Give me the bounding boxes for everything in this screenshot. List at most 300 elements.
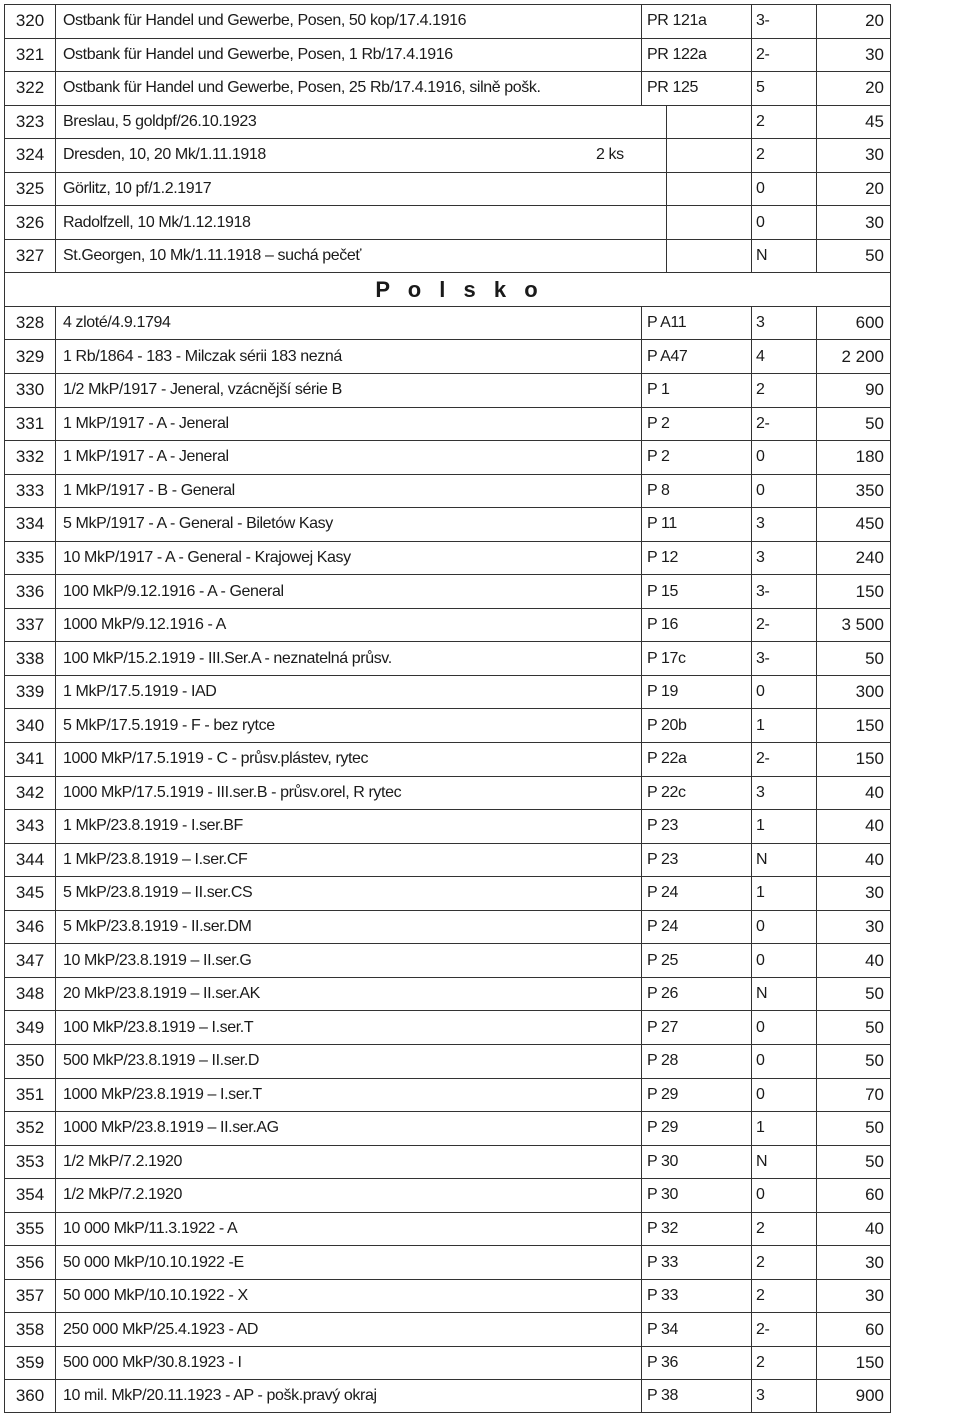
lot-description: 250 000 MkP/25.4.1923 - AD [63,1320,259,1338]
column-divider [641,1079,642,1112]
catalog-reference: P 29 [647,1119,679,1137]
table-row [4,574,891,608]
lot-description: 1 MkP/1917 - A - Jeneral [63,448,229,466]
section-heading [4,272,891,306]
lot-description: 1000 MkP/23.8.1919 – II.ser.AG [63,1119,279,1137]
column-divider [816,1380,817,1412]
column-divider [55,1045,56,1078]
column-divider [666,240,667,273]
column-divider [641,609,642,642]
lot-description: 100 MkP/23.8.1919 – I.ser.T [63,1018,254,1036]
lot-number: 356 [15,1252,45,1272]
column-divider [641,944,642,977]
lot-note: 2 ks [596,146,624,164]
starting-price: 30 [865,145,884,165]
column-divider [55,475,56,508]
column-divider [666,206,667,239]
catalog-table [4,4,891,1413]
column-divider [641,340,642,373]
column-divider [641,374,642,407]
column-divider [55,240,56,273]
column-divider [55,39,56,72]
column-divider [751,1011,752,1044]
condition-grade: 3- [756,649,770,667]
starting-price: 30 [865,1286,884,1306]
column-divider [55,508,56,541]
table-row [4,809,891,843]
condition-grade: N [756,985,768,1003]
column-divider [816,1011,817,1044]
table-row [4,38,891,72]
condition-grade: 2- [756,414,770,432]
column-divider [816,508,817,541]
catalog-reference: P 22c [647,783,686,801]
starting-price: 900 [855,1386,884,1406]
condition-grade: 0 [756,951,765,969]
lot-description: 500 MkP/23.8.1919 – II.ser.D [63,1052,260,1070]
column-divider [641,72,642,105]
column-divider [55,106,56,139]
column-divider [55,609,56,642]
column-divider [55,1011,56,1044]
table-row [4,1145,891,1179]
column-divider [751,1179,752,1212]
column-divider [751,206,752,239]
column-divider [641,475,642,508]
column-divider [55,542,56,575]
condition-grade: 3 [756,549,765,567]
table-row [4,1010,891,1044]
column-divider [55,374,56,407]
catalog-reference: PR 121a [647,12,707,30]
condition-grade: 0 [756,213,765,231]
starting-price: 50 [865,984,884,1004]
column-divider [55,1179,56,1212]
column-divider [751,173,752,206]
lot-description: Breslau, 5 goldpf/26.10.1923 [63,112,257,130]
starting-price: 40 [865,849,884,869]
lot-number: 346 [15,917,45,937]
lot-number: 353 [15,1151,45,1171]
column-divider [751,944,752,977]
catalog-reference: P 38 [647,1387,679,1405]
column-divider [55,944,56,977]
catalog-reference: PR 122a [647,45,707,63]
starting-price: 2 200 [841,346,884,366]
column-divider [751,844,752,877]
lot-number: 323 [15,111,45,131]
column-divider [751,777,752,810]
table-row [4,440,891,474]
condition-grade: 0 [756,1186,765,1204]
condition-grade: 0 [756,1052,765,1070]
column-divider [751,542,752,575]
column-divider [751,1246,752,1279]
table-row [4,4,891,38]
lot-number: 357 [15,1286,45,1306]
column-divider [55,575,56,608]
column-divider [751,5,752,38]
catalog-reference: P 36 [647,1354,679,1372]
lot-description: 1 MkP/23.8.1919 – I.ser.CF [63,850,248,868]
column-divider [55,743,56,776]
column-divider [816,1079,817,1112]
condition-grade: 0 [756,683,765,701]
lot-number: 347 [15,950,45,970]
starting-price: 20 [865,179,884,198]
starting-price: 240 [855,548,884,568]
column-divider [55,676,56,709]
table-row [4,876,891,910]
lot-number: 344 [15,849,45,869]
lot-description: 5 MkP/17.5.1919 - F - bez rytce [63,716,275,734]
lot-number: 333 [15,480,45,500]
column-divider [641,1179,642,1212]
column-divider [816,5,817,38]
lot-description: 500 000 MkP/30.8.1923 - I [63,1354,242,1372]
lot-description: 1000 MkP/9.12.1916 - A [63,616,226,634]
condition-grade: 1 [756,817,765,835]
column-divider [666,139,667,172]
lot-description: Dresden, 10, 20 Mk/1.11.1918 [63,146,266,164]
column-divider [55,72,56,105]
lot-number: 339 [15,682,45,702]
lot-description: 100 MkP/9.12.1916 - A - General [63,582,284,600]
lot-description: 50 000 MkP/10.10.1922 - X [63,1287,248,1305]
column-divider [641,844,642,877]
column-divider [55,5,56,38]
lot-number: 354 [15,1185,45,1205]
column-divider [816,609,817,642]
column-divider [816,709,817,742]
starting-price: 50 [865,413,884,433]
table-row [4,373,891,407]
starting-price: 90 [865,380,884,400]
table-row [4,776,891,810]
starting-price: 50 [865,1118,884,1138]
lot-description: 1/2 MkP/7.2.1920 [63,1186,183,1204]
catalog-reference: P 23 [647,850,679,868]
column-divider [641,39,642,72]
column-divider [751,609,752,642]
lot-description: Ostbank für Handel und Gewerbe, Posen, 50 kop/17.4.1916 [63,12,467,30]
column-divider [751,978,752,1011]
column-divider [641,5,642,38]
starting-price: 30 [865,883,884,903]
condition-grade: 0 [756,481,765,499]
starting-price: 30 [865,1252,884,1272]
lot-description: 1000 MkP/17.5.1919 - C - průsv.plástev, rytec [63,750,369,768]
column-divider [816,1045,817,1078]
lot-description: 1/2 MkP/1917 - Jeneral, vzácnější série B [63,381,342,399]
table-row [4,910,891,944]
lot-number: 343 [15,816,45,836]
lot-description: 5 MkP/23.8.1919 - II.ser.DM [63,918,252,936]
column-divider [816,1280,817,1313]
column-divider [55,307,56,340]
table-row [4,608,891,642]
lot-description: 50 000 MkP/10.10.1922 -E [63,1253,244,1271]
catalog-reference: P A47 [647,347,688,365]
catalog-reference: P 2 [647,448,670,466]
starting-price: 20 [865,11,884,31]
column-divider [641,1112,642,1145]
column-divider [641,978,642,1011]
starting-price: 60 [865,1185,884,1205]
starting-price: 150 [855,749,884,769]
column-divider [55,1347,56,1380]
table-row [4,1078,891,1112]
column-divider [816,475,817,508]
table-row [4,205,891,239]
column-divider [55,340,56,373]
table-row [4,541,891,575]
condition-grade: 3 [756,1387,765,1405]
catalog-reference: P 11 [647,515,677,533]
lot-number: 358 [15,1319,45,1339]
column-divider [55,978,56,1011]
column-divider [816,106,817,139]
column-divider [816,743,817,776]
lot-description: 10 000 MkP/11.3.1922 - A [63,1219,238,1237]
column-divider [751,374,752,407]
column-divider [816,408,817,441]
starting-price: 150 [855,581,884,601]
column-divider [641,1011,642,1044]
lot-description: 4 zloté/4.9.1794 [63,314,171,332]
starting-price: 60 [865,1319,884,1339]
table-row [4,306,891,340]
column-divider [641,1380,642,1412]
column-divider [641,542,642,575]
condition-grade: 4 [756,347,765,365]
lot-number: 348 [15,984,45,1004]
table-row [4,1379,891,1413]
starting-price: 50 [865,246,884,266]
condition-grade: 1 [756,884,765,902]
lot-number: 350 [15,1051,45,1071]
condition-grade: 2 [756,1287,765,1305]
lot-number: 329 [15,346,45,366]
catalog-reference: P 32 [647,1219,679,1237]
table-row [4,71,891,105]
column-divider [751,1347,752,1380]
column-divider [751,877,752,910]
column-divider [751,743,752,776]
column-divider [816,542,817,575]
table-row [4,1279,891,1313]
starting-price: 3 500 [841,615,884,635]
table-row [4,239,891,273]
column-divider [751,106,752,139]
table-row [4,138,891,172]
column-divider [641,642,642,675]
column-divider [751,1045,752,1078]
column-divider [641,307,642,340]
column-divider [55,1380,56,1412]
column-divider [55,139,56,172]
column-divider [751,575,752,608]
table-row [4,977,891,1011]
column-divider [816,676,817,709]
table-row [4,1312,891,1346]
condition-grade: 0 [756,1085,765,1103]
lot-number: 336 [15,581,45,601]
starting-price: 450 [855,514,884,534]
starting-price: 50 [865,648,884,668]
table-row [4,1178,891,1212]
column-divider [751,1112,752,1145]
column-divider [751,709,752,742]
starting-price: 30 [865,44,884,64]
column-divider [816,374,817,407]
catalog-reference: P 12 [647,549,679,567]
column-divider [816,441,817,474]
lot-number: 341 [15,749,45,769]
column-divider [751,307,752,340]
column-divider [55,1313,56,1346]
catalog-reference: P 22a [647,750,687,768]
column-divider [816,642,817,675]
lot-description: 1000 MkP/23.8.1919 – I.ser.T [63,1085,262,1103]
table-row [4,675,891,709]
starting-price: 40 [865,782,884,802]
column-divider [641,676,642,709]
column-divider [641,911,642,944]
catalog-reference: P 8 [647,481,670,499]
column-divider [751,1213,752,1246]
catalog-reference: P 25 [647,951,679,969]
column-divider [641,1146,642,1179]
column-divider [751,1280,752,1313]
catalog-reference: P 20b [647,716,687,734]
table-row [4,1346,891,1380]
condition-grade: 2 [756,1253,765,1271]
lot-number: 359 [15,1353,45,1373]
catalog-reference: PR 125 [647,79,698,97]
catalog-reference: P 30 [647,1186,679,1204]
catalog-reference: P 24 [647,884,679,902]
starting-price: 40 [865,950,884,970]
column-divider [751,408,752,441]
catalog-reference: P 23 [647,817,679,835]
lot-description: Görlitz, 10 pf/1.2.1917 [63,180,212,197]
column-divider [55,1146,56,1179]
column-divider [816,877,817,910]
starting-price: 45 [865,111,884,131]
column-divider [816,1112,817,1145]
lot-number: 327 [15,246,45,266]
lot-number: 337 [15,615,45,635]
table-row [4,172,891,206]
column-divider [55,441,56,474]
table-row [4,943,891,977]
column-divider [55,1112,56,1145]
column-divider [641,1246,642,1279]
column-divider [641,1347,642,1380]
catalog-reference: P A11 [647,314,687,332]
column-divider [751,139,752,172]
section-heading-label: P o l s k o [375,276,544,302]
table-row [4,843,891,877]
column-divider [641,743,642,776]
column-divider [816,72,817,105]
column-divider [816,944,817,977]
lot-number: 355 [15,1218,45,1238]
condition-grade: 3- [756,12,770,30]
condition-grade: 2 [756,381,765,399]
catalog-reference: P 29 [647,1085,679,1103]
lot-description: 1 Rb/1864 - 183 - Milczak sérii 183 nezná [63,347,342,365]
catalog-reference: P 28 [647,1052,679,1070]
condition-grade: 2 [756,1354,765,1372]
starting-price: 30 [865,212,884,232]
catalog-reference: P 1 [647,381,670,399]
condition-grade: N [756,850,768,868]
column-divider [816,206,817,239]
column-divider [751,72,752,105]
column-divider [55,810,56,843]
catalog-reference: P 2 [647,414,670,432]
condition-grade: 3 [756,783,765,801]
condition-grade: 3- [756,582,770,600]
column-divider [666,106,667,139]
condition-grade: 1 [756,716,765,734]
starting-price: 50 [865,1051,884,1071]
lot-number: 334 [15,514,45,534]
lot-number: 342 [15,782,45,802]
lot-number: 328 [15,313,45,333]
starting-price: 40 [865,1218,884,1238]
lot-number: 335 [15,548,45,568]
column-divider [751,1079,752,1112]
lot-description: 1 MkP/1917 - A - Jeneral [63,414,229,432]
column-divider [751,508,752,541]
column-divider [641,1213,642,1246]
column-divider [816,39,817,72]
table-row [4,641,891,675]
starting-price: 40 [865,816,884,836]
lot-description: 10 MkP/1917 - A - General - Krajowej Kasy [63,549,351,567]
condition-grade: N [756,247,768,265]
catalog-reference: P 34 [647,1320,679,1338]
lot-description: 10 MkP/23.8.1919 – II.ser.G [63,951,252,969]
lot-description: 5 MkP/23.8.1919 – II.ser.CS [63,884,253,902]
column-divider [816,575,817,608]
table-row [4,507,891,541]
starting-price: 180 [855,447,884,467]
column-divider [641,508,642,541]
lot-description: Ostbank für Handel und Gewerbe, Posen, 25 Rb/17.4.1916, silně pošk. [63,79,541,97]
table-row [4,474,891,508]
column-divider [816,1213,817,1246]
table-row [4,742,891,776]
column-divider [641,1313,642,1346]
condition-grade: 1 [756,1119,765,1137]
column-divider [55,844,56,877]
catalog-reference: P 30 [647,1152,679,1170]
condition-grade: 5 [756,79,765,97]
column-divider [641,877,642,910]
column-divider [751,39,752,72]
column-divider [641,777,642,810]
starting-price: 50 [865,1151,884,1171]
column-divider [55,1213,56,1246]
lot-number: 340 [15,715,45,735]
column-divider [641,1280,642,1313]
lot-description: 10 mil. MkP/20.11.1923 - AP - pošk.pravý okraj [63,1387,377,1405]
table-row [4,1044,891,1078]
